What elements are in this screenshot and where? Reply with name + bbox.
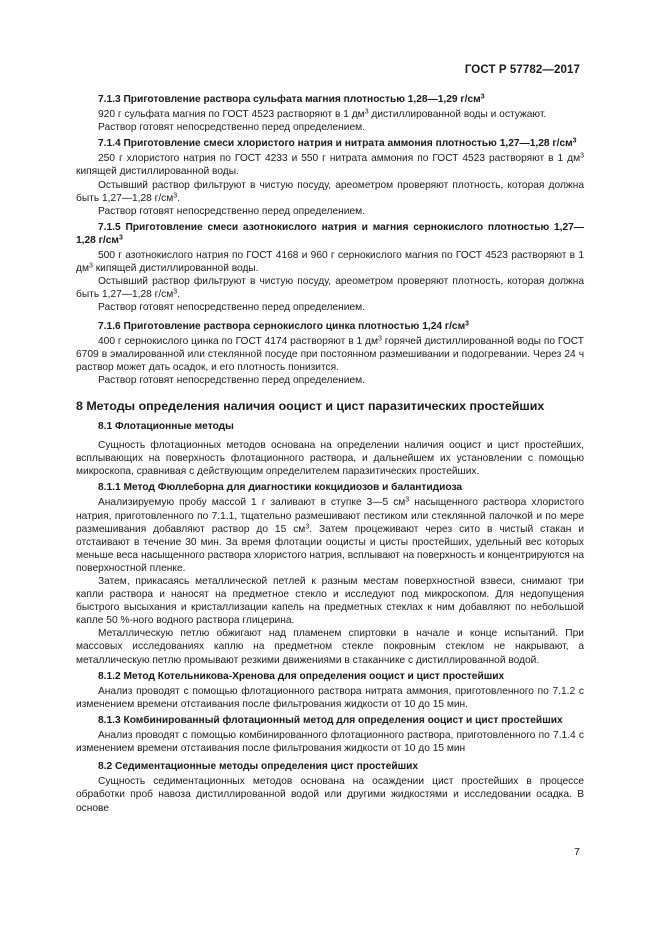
heading-8-1-2: 8.1.2 Метод Котельникова-Хренова для определения ооцист и цист простейших (98, 670, 505, 682)
paragraph: 400 г сернокислого цинка по ГОСТ 4174 растворяют в 1 $дм^3$ горячей дистиллированной воды по ГОСТ 6709 в эмалированной или стеклянной посуде при постоянном размешивании и подогревании. Через 24 ч раствор может дать осадок, и его плотность понизится. (76, 335, 584, 373)
paragraph: Затем, прикасаясь металлической петлей к разным местам поверхностной взвеси, снимают три капли раствора и наносят на предметное стекло и исследуют под микроскопом. Для недопущения быстрого высыхания и кристаллизации капель на предметных стеклах к ним добавляют по небольшой капле 50 %-ного водного раствора глицерина. (76, 576, 584, 627)
heading-8-1: 8.1 Флотационные методы (98, 420, 234, 432)
paragraph: Раствор готовят непосредственно перед определением. (98, 374, 365, 386)
paragraph: Анализ проводят с помощью комбинированного флотационного раствора, приготовленного по 7.1.4 с изменением времени отстаивания после фильтрования жидкости от 10 до 15 мин (76, 730, 584, 755)
paragraph: Остывший раствор фильтруют в чистую посуду, ареометром проверяют плотность, которая должна быть 1,27—1,28 $г/см^3$. (76, 179, 584, 204)
heading-7-1-5: 7.1.5 Приготовление смеси азотнокислого натрия и магния сернокислого плотностью 1,27—1,28 $г/см^3$ (76, 221, 584, 246)
heading-7-1-4: 7.1.4 Приготовление смеси хлористого натрия и нитрата аммония плотностью 1,27—1,28 $г/см^3$ (98, 137, 577, 150)
heading-8-1-1: 8.1.1 Метод Фюллеборна для диагностики кокцидиозов и балантидиоза (98, 482, 463, 494)
heading-7-1-3: 7.1.3 Приготовление раствора сульфата магния плотностью 1,28—1,29 $г/см^3$ (98, 93, 485, 105)
paragraph: Раствор готовят непосредственно перед определением. (98, 122, 365, 134)
document-header: ГОСТ Р 57782—2017 (464, 64, 580, 76)
heading-section-8: 8 Методы определения наличия ооцист и цист паразитических простейших (76, 398, 545, 413)
heading-8-2: 8.2 Седиментационные методы определения цист простейших (98, 761, 419, 773)
page-number: 7 (574, 846, 580, 858)
heading-8-1-3: 8.1.3 Комбинированный флотационный метод для определения ооцист и цист простейших (98, 714, 563, 726)
document-body (76, 91, 584, 815)
paragraph: Сущность седиментационных методов основана на осаждении цист простейших в процессе обработки проб навоза дистиллированной водой или другими жидкостями и исследовании осадка. В основе (76, 776, 584, 814)
paragraph: Раствор готовят непосредственно перед определением. (98, 302, 365, 314)
paragraph: 250 г хлористого натрия по ГОСТ 4233 и 550 г нитрата аммония по ГОСТ 4523 растворяют в 1 $дм^3$ кипящей дистиллированной воды. (76, 152, 584, 178)
paragraph: Анализируемую пробу массой 1 г заливают в ступке 3—5 $см^3$ насыщенного раствора хлористого натрия, приготовленного по 7.1.1, тщательно размешивают пестиком или стеклянной палочкой и по мере размешивания добавляют раствор до 15 $см^3$. Затем процеживают через сито в чистый стакан и отстаивают в течение 30 мин. За время флотации ооцисты и цисты простейших, удельный вес которых меньше веса насыщенного раствора хлористого натрия, всплывают на поверхность и концентрируются на поверхностной пленке. (76, 496, 585, 574)
paragraph: Раствор готовят непосредственно перед определением. (98, 205, 365, 217)
paragraph: 500 г азотнокислого натрия по ГОСТ 4168 и 960 г сернокислого магния по ГОСТ 4523 растворяют в 1 $дм^3$ кипящей дистиллированной воды. (76, 250, 584, 275)
paragraph: Анализ проводят с помощью флотационного раствора нитрата аммония, приготовленного по 7.1.2 с изменением времени отстаивания после фильтрования жидкости от 10 до 15 мин. (76, 685, 584, 710)
paragraph: Металлическую петлю обжигают над пламенем спиртовки в начале и конце испытаний. При массовых исследованиях каплю на предметном стекле покровным стеклом не накрывают, а металлическую петлю промывают резкими движениями в стаканчике с дистиллированной водой. (76, 628, 584, 666)
heading-7-1-6: 7.1.6 Приготовление раствора сернокислого цинка плотностью 1,24 $г/см^3$ (98, 320, 470, 332)
paragraph: 920 г сульфата магния по ГОСТ 4523 растворяют в 1 $дм^3$ дистиллированной воды и остужают. (98, 108, 547, 121)
paragraph: Остывший раствор фильтруют в чистую посуду, ареометром проверяют плотность, которая должна быть 1,27—1,28 $г/см^3$. (76, 276, 584, 301)
paragraph: Сущность флотационных методов основана на определении наличия ооцист и цист простейших, всплывающих на поверхность флотационного раствора, и дальнейшем их установлении с помощью микроскопа, сравнивая с действующим определителем паразитических простейших. (76, 440, 584, 478)
